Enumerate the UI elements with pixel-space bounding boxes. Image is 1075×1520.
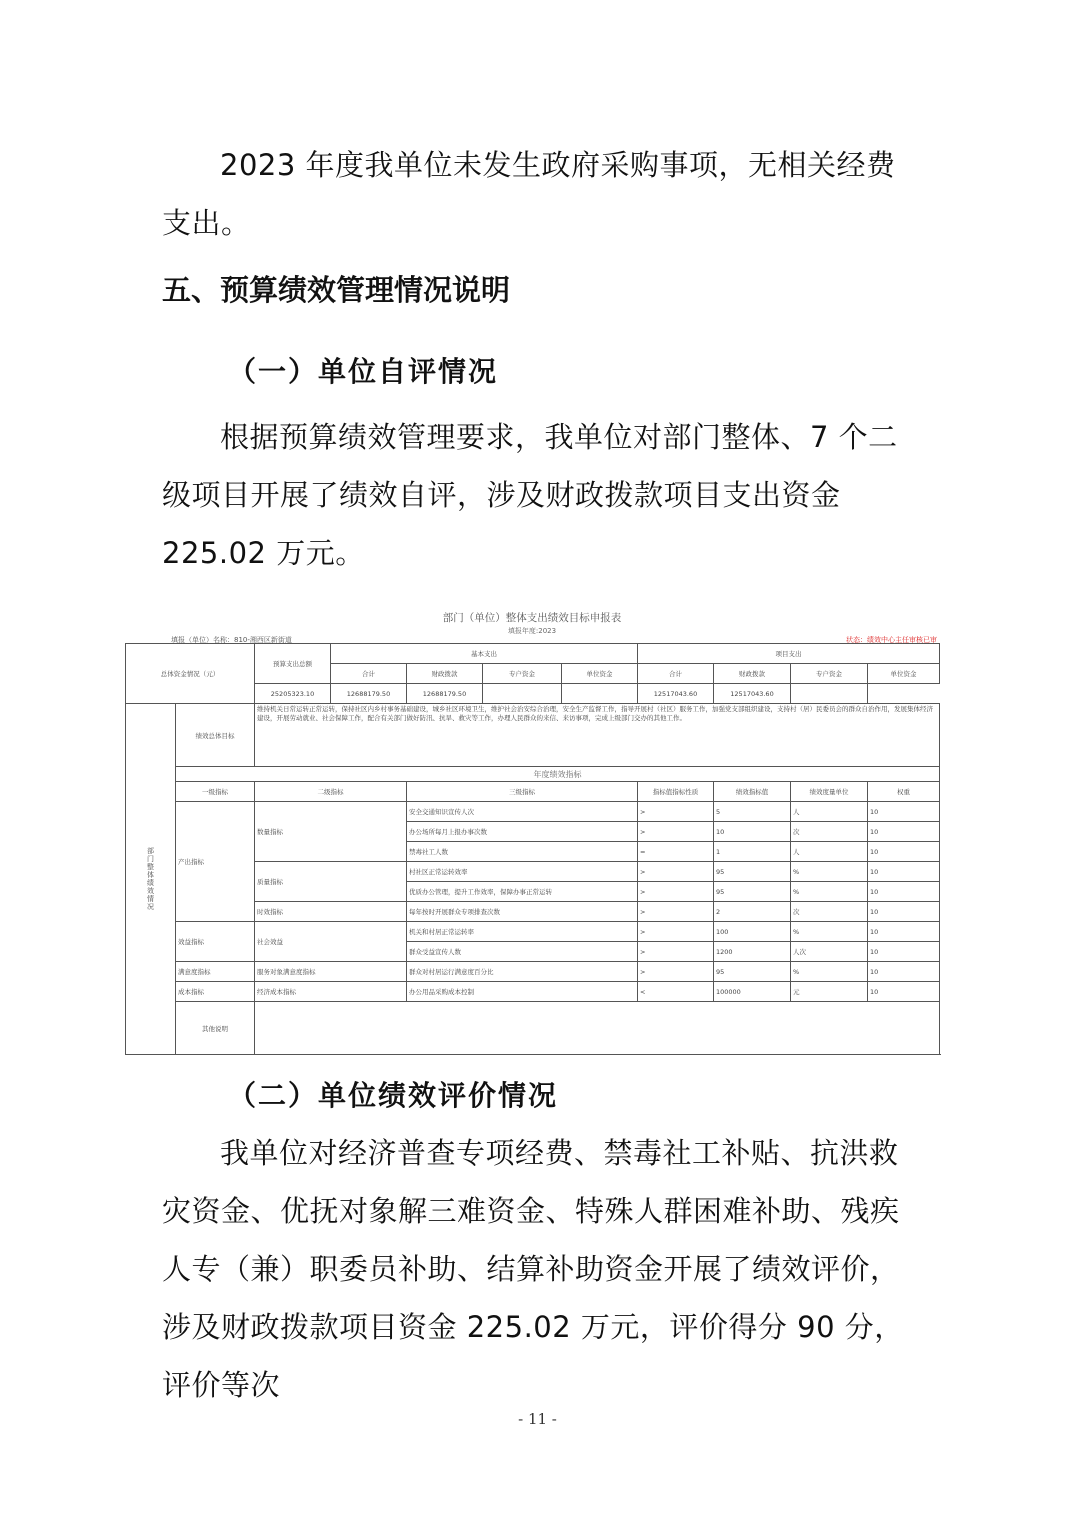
unit-cell: 次 [791, 902, 868, 922]
l3-cell: 安全交通知识宣传人次 [407, 802, 638, 822]
index-header: 三级指标 [407, 782, 638, 802]
report-table [125, 643, 940, 1055]
budget-total-label: 预算支出总额 [255, 644, 331, 684]
value-cell: 12688179.50 [407, 684, 483, 704]
unit-cell: % [791, 862, 868, 882]
l3-cell: 每年按时开展群众专项排查次数 [407, 902, 638, 922]
dept-overall-label: 部门整体绩效情况 [126, 704, 176, 1055]
basic-expense-label: 基本支出 [331, 644, 638, 664]
annual-indicators-label: 年度绩效指标 [176, 767, 940, 782]
goal-label: 绩效总体目标 [176, 704, 255, 767]
op-cell: > [638, 802, 714, 822]
op-cell: > [638, 962, 714, 982]
page-number: - 11 - [518, 1410, 557, 1428]
table-row [126, 962, 940, 982]
weight-cell: 10 [868, 802, 940, 822]
l1-cell: 成本指标 [176, 982, 255, 1002]
weight-cell: 10 [868, 942, 940, 962]
l2-cell: 服务对象满意度指标 [255, 962, 407, 982]
op-cell: = [638, 842, 714, 862]
unit-cell: 人 [791, 802, 868, 822]
other-notes-cell [255, 1002, 940, 1055]
unit-cell: 次 [791, 822, 868, 842]
col-header: 合计 [638, 664, 714, 684]
col-header: 财政拨款 [714, 664, 791, 684]
l1-cell: 效益指标 [176, 922, 255, 962]
weight-cell: 10 [868, 842, 940, 862]
val-cell: 5 [714, 802, 791, 822]
weight-cell: 10 [868, 922, 940, 942]
op-cell: < [638, 982, 714, 1002]
l3-cell: 禁毒社工人数 [407, 842, 638, 862]
op-cell: > [638, 862, 714, 882]
subheading-performance-evaluation: （二）单位绩效评价情况 [228, 1079, 559, 1112]
val-cell: 10 [714, 822, 791, 842]
op-cell: > [638, 942, 714, 962]
value-cell: 25205323.10 [255, 684, 331, 704]
report-year: 填报年度:2023 [507, 627, 557, 635]
index-header: 一级指标 [176, 782, 255, 802]
weight-cell: 10 [868, 902, 940, 922]
performance-report-image [125, 606, 939, 1034]
unit-cell: % [791, 882, 868, 902]
unit-cell: 元 [791, 982, 868, 1002]
weight-cell: 10 [868, 882, 940, 902]
weight-cell: 10 [868, 822, 940, 842]
index-header: 绩效度量单位 [791, 782, 868, 802]
val-cell: 100000 [714, 982, 791, 1002]
l3-cell: 办公场所每月上报办事次数 [407, 822, 638, 842]
table-row [126, 802, 940, 822]
l2-cell: 经济成本指标 [255, 982, 407, 1002]
value-cell: 12517043.60 [638, 684, 714, 704]
l2-cell: 质量指标 [255, 862, 407, 902]
l1-cell: 产出指标 [176, 802, 255, 922]
weight-cell: 10 [868, 982, 940, 1002]
overall-funds-label: 总体资金情况（元） [126, 644, 255, 704]
paragraph-procurement: 2023 年度我单位未发生政府采购事项，无相关经费支出。 [162, 148, 896, 240]
value-cell [791, 684, 868, 704]
unit-cell: 人 [791, 842, 868, 862]
weight-cell: 10 [868, 962, 940, 982]
l3-cell: 村社区正常运转效率 [407, 862, 638, 882]
col-header: 单位资金 [868, 664, 940, 684]
table-row [126, 922, 940, 942]
l2-cell: 社会效益 [255, 922, 407, 962]
weight-cell: 10 [868, 862, 940, 882]
subheading-self-evaluation: （一）单位自评情况 [228, 355, 499, 388]
col-header: 单位资金 [562, 664, 638, 684]
report-title: 部门（单位）整体支出绩效目标申报表 [442, 612, 622, 624]
paragraph-self-evaluation: 根据预算绩效管理要求，我单位对部门整体、7 个二级项目开展了绩效自评，涉及财政拨款项目支出资金 225.02 万元。 [162, 420, 898, 570]
l3-cell: 办公用品采购成本控制 [407, 982, 638, 1002]
report-unit: 填报（单位）名称：810-湘西区新街道 [171, 636, 292, 644]
value-cell: 12517043.60 [714, 684, 791, 704]
unit-cell: 人次 [791, 942, 868, 962]
report-status: 状态：绩效中心主任审核已审 [846, 636, 937, 644]
paragraph-performance-evaluation: 我单位对经济普查专项经费、禁毒社工补贴、抗洪救灾资金、优抚对象解三难资金、特殊人群困难补助、残疾人专（兼）职委员补助、结算补助资金开展了绩效评价，涉及财政拨款项目资金 225.02 万元，评价得分 90 分，评价等次 [162, 1136, 904, 1402]
l1-cell: 满意度指标 [176, 962, 255, 982]
unit-cell: % [791, 962, 868, 982]
index-header: 二级指标 [255, 782, 407, 802]
unit-cell: % [791, 922, 868, 942]
val-cell: 1 [714, 842, 791, 862]
other-notes-label: 其他说明 [176, 1002, 255, 1055]
index-header: 指标值指标性质 [638, 782, 714, 802]
section-heading-budget-performance: 五、预算绩效管理情况说明 [162, 273, 511, 307]
index-header: 绩效指标值 [714, 782, 791, 802]
val-cell: 100 [714, 922, 791, 942]
value-cell [562, 684, 638, 704]
op-cell: > [638, 822, 714, 842]
index-header: 权重 [868, 782, 940, 802]
value-cell [483, 684, 562, 704]
val-cell: 2 [714, 902, 791, 922]
val-cell: 95 [714, 862, 791, 882]
col-header: 专户资金 [791, 664, 868, 684]
val-cell: 1200 [714, 942, 791, 962]
project-expense-label: 项目支出 [638, 644, 940, 664]
l2-cell: 时效指标 [255, 902, 407, 922]
col-header: 合计 [331, 664, 407, 684]
col-header: 财政拨款 [407, 664, 483, 684]
value-cell: 12688179.50 [331, 684, 407, 704]
l2-cell: 数量指标 [255, 802, 407, 862]
val-cell: 95 [714, 882, 791, 902]
val-cell: 95 [714, 962, 791, 982]
col-header: 专户资金 [483, 664, 562, 684]
l3-cell: 群众对村居运行满意度百分比 [407, 962, 638, 982]
op-cell: > [638, 922, 714, 942]
l3-cell: 机关和村居正常运转率 [407, 922, 638, 942]
op-cell: > [638, 882, 714, 902]
table-row [126, 982, 940, 1002]
l3-cell: 群众受益宣传人数 [407, 942, 638, 962]
l3-cell: 优质办公管理，提升工作效率，保障办事正常运转 [407, 882, 638, 902]
op-cell: > [638, 902, 714, 922]
goal-text: 维持机关日常运转正常运转，保持社区内乡村事务基础建设，城乡社区环境卫生，维护社会治安综合治理，安全生产监督工作，指导开展村（社区）服务工作，加强党支部组织建设，支持村（居）民委员会的群众自治作用，发展集体经济建设，开展劳动就业、社会保障工作，配合有关部门做好防汛、抗旱、救灾等工作，办理人民群众的来信、来访事项，完成上级部门交办的其他工作。 [255, 704, 940, 767]
